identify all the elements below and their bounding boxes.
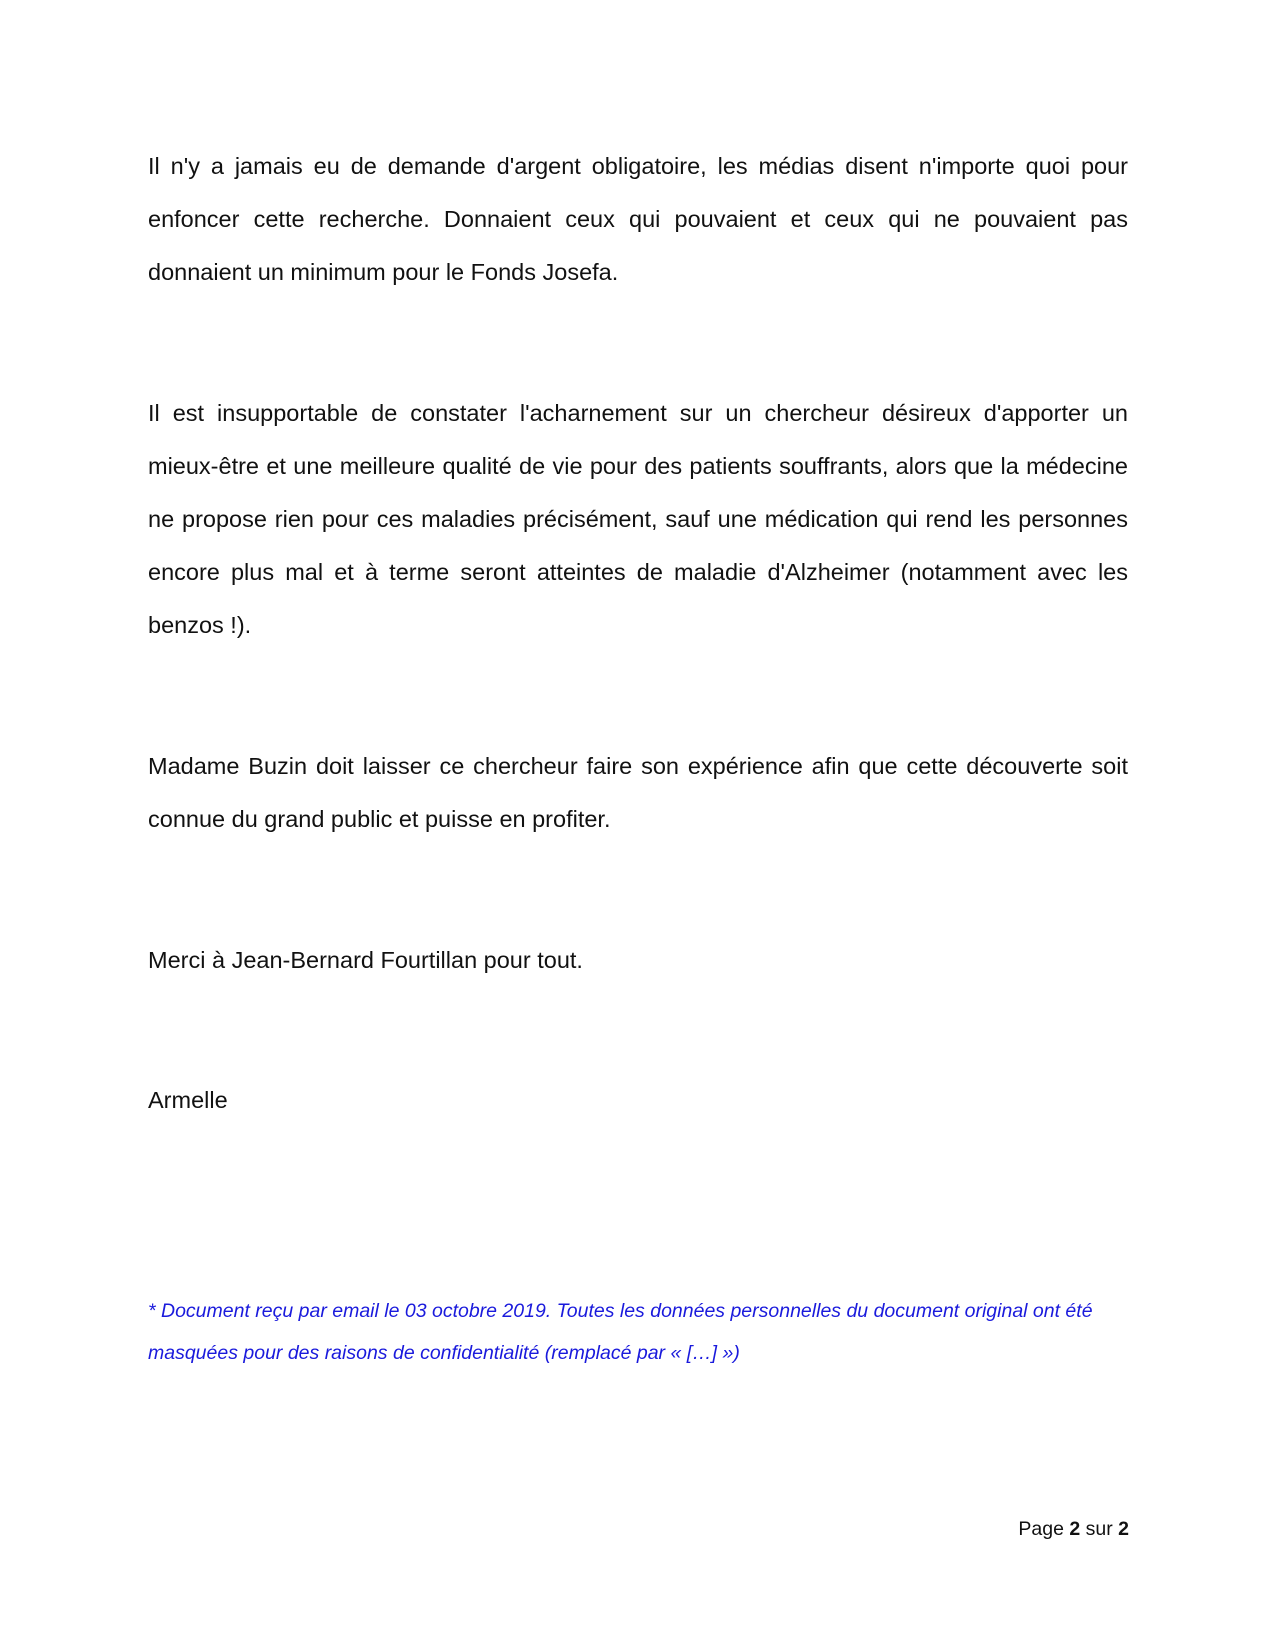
page-current: 2: [1069, 1518, 1081, 1540]
of-label: sur: [1085, 1518, 1113, 1540]
confidentiality-note: * Document reçu par email le 03 octobre 2019. Toutes les données personnelles du document original ont été masquées pour des raisons de confidentialité (remplacé par « […] »): [148, 1300, 1093, 1364]
paragraph-funding: Il n'y a jamais eu de demande d'argent obligatoire, les médias disent n'importe quoi pour enfoncer cette recherche. Donnaient ceux qui pouvaient et ceux qui ne pouvaient pas donnaient un minimum pour le Fonds Josefa.: [148, 153, 1128, 285]
page-total: 2: [1118, 1518, 1129, 1540]
page-label: Page: [1018, 1518, 1064, 1540]
page-number: [1018, 1518, 1129, 1541]
paragraph-persecution: Il est insupportable de constater l'acharnement sur un chercheur désireux d'apporter un mieux-être et une meilleure qualité de vie pour des patients souffrants, alors que la médecine ne propose rien pour ces maladies précisément, sauf une médication qui rend les personnes encore plus mal et à terme seront atteintes de maladie d'Alzheimer (notamment avec les benzos !).: [148, 400, 1128, 638]
paragraph-thanks: Merci à Jean-Bernard Fourtillan pour tout.: [148, 947, 583, 973]
signature: Armelle: [148, 1087, 228, 1113]
paragraph-request: Madame Buzin doit laisser ce chercheur faire son expérience afin que cette découverte soit connue du grand public et puisse en profiter.: [148, 753, 1128, 832]
